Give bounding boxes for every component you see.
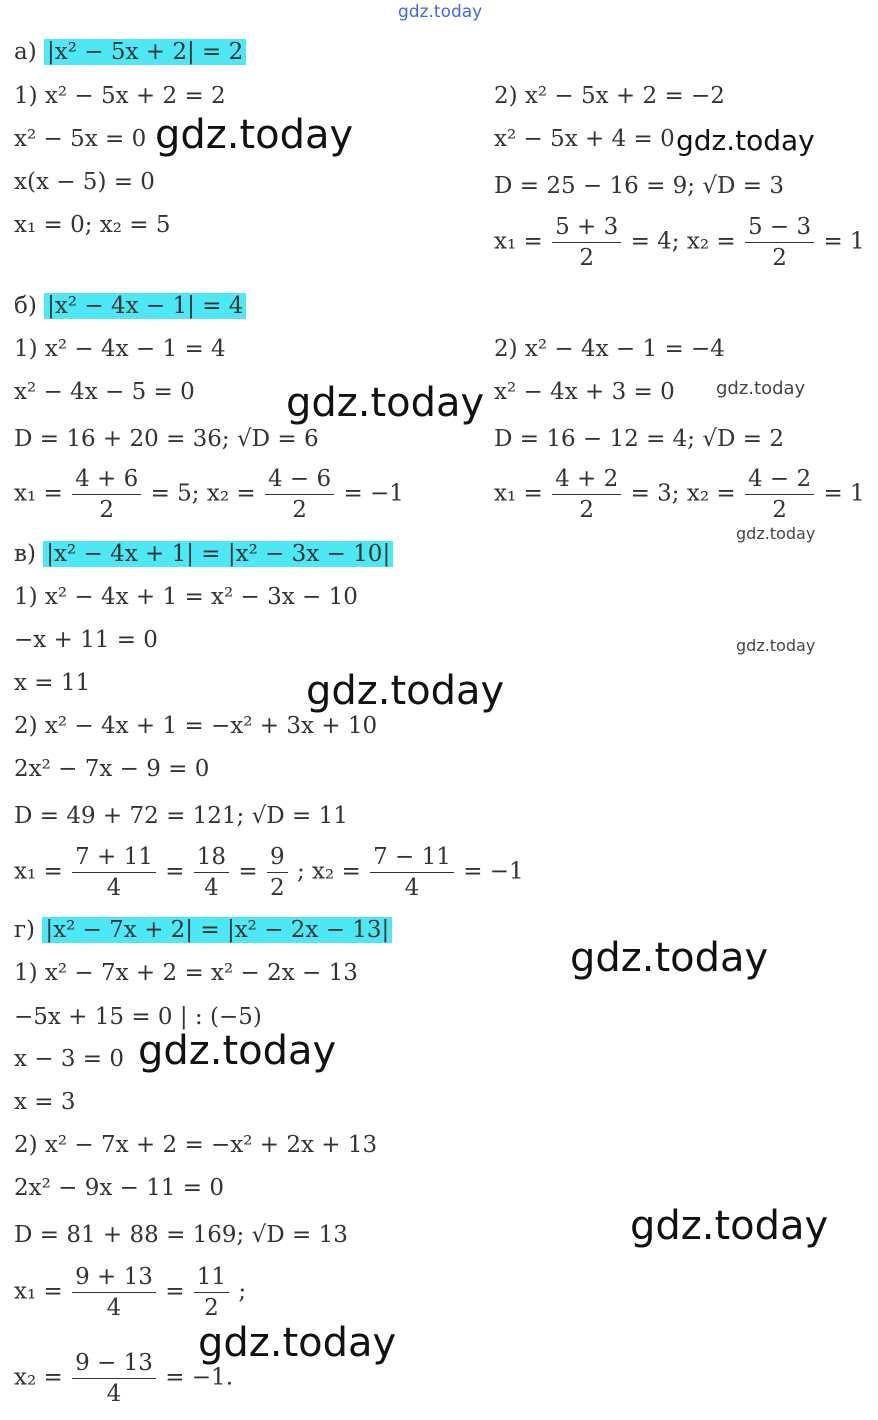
part-b-case2-line1: 2) x² − 4x − 1 = −4: [494, 336, 725, 362]
equals-sign: =: [238, 858, 258, 885]
part-v-line3: x = 11: [14, 670, 91, 696]
x1-label: x₁ =: [14, 858, 63, 885]
part-b-header: [14, 292, 246, 320]
fraction: [552, 212, 621, 273]
denominator: 4: [72, 1378, 156, 1409]
fraction: [265, 464, 334, 525]
part-a-equation: |x² − 5x + 2| = 2: [44, 39, 246, 65]
fraction: [72, 842, 156, 903]
part-v-line1: 1) x² − 4x + 1 = x² − 3x − 10: [14, 584, 358, 610]
part-g-line4: x = 3: [14, 1089, 76, 1115]
semicolon: ;: [238, 1278, 247, 1305]
part-v-line4: 2) x² − 4x + 1 = −x² + 3x + 10: [14, 713, 378, 739]
x2-result: = 1: [823, 228, 865, 255]
x1-label: x₁ =: [494, 480, 543, 507]
part-b-case1-roots: [14, 464, 404, 525]
watermark: gdz.today: [676, 124, 815, 157]
part-a-case1-line1: 1) x² − 5x + 2 = 2: [14, 83, 226, 109]
numerator: 4 + 6: [75, 466, 139, 492]
denominator: 4: [370, 872, 454, 903]
numerator: 9 − 13: [75, 1350, 153, 1376]
numerator: 5 − 3: [747, 214, 812, 240]
watermark: gdz.today: [630, 1203, 829, 1249]
equals-sign: =: [165, 1278, 185, 1305]
denominator: 2: [265, 494, 334, 525]
numerator: 11: [196, 1264, 227, 1290]
numerator: 4 − 6: [267, 466, 332, 492]
part-b-case1-line1: 1) x² − 4x − 1 = 4: [14, 336, 226, 362]
watermark: gdz.today: [198, 1320, 397, 1366]
denominator: 2: [267, 872, 288, 903]
x1-result: = 3; x₂ =: [630, 480, 736, 507]
denominator: 2: [72, 494, 141, 525]
watermark: gdz.today: [716, 378, 806, 399]
x2-result: = −1: [343, 480, 404, 507]
x1-label: x₁ =: [14, 480, 63, 507]
x2-label: ; x₂ =: [296, 858, 361, 885]
denominator: 2: [745, 494, 814, 525]
fraction: [72, 1348, 156, 1409]
part-a-header: [14, 38, 246, 66]
part-b-equation: |x² − 4x − 1| = 4: [44, 293, 246, 319]
x2-label: x₂ =: [14, 1364, 63, 1391]
fraction: [194, 1262, 229, 1323]
watermark: gdz.today: [736, 636, 816, 655]
part-v-roots: [14, 842, 524, 903]
numerator: 4 − 2: [747, 466, 812, 492]
part-g-line1: 1) x² − 7x + 2 = x² − 2x − 13: [14, 960, 358, 986]
numerator: 7 + 11: [75, 844, 153, 870]
part-a-case1-line2: x² − 5x = 0: [14, 126, 147, 152]
part-g-label: г): [14, 917, 36, 943]
numerator: 5 + 3: [555, 214, 619, 240]
part-g-x1: [14, 1262, 246, 1323]
watermark: gdz.today: [138, 1028, 337, 1074]
part-a-case1-line4: x₁ = 0; x₂ = 5: [14, 212, 171, 238]
watermark: gdz.today: [570, 935, 769, 981]
part-g-line7: D = 81 + 88 = 169; √D = 13: [14, 1222, 348, 1248]
fraction: [72, 1262, 156, 1323]
fraction: [370, 842, 454, 903]
denominator: 2: [194, 1292, 229, 1323]
part-v-label: в): [14, 541, 36, 567]
numerator: 4 + 2: [555, 466, 619, 492]
part-g-header: [14, 916, 392, 944]
part-g-line2: −5x + 15 = 0 | : (−5): [14, 1004, 262, 1030]
part-b-case2-line2: x² − 4x + 3 = 0: [494, 379, 675, 405]
part-v-header: [14, 540, 393, 568]
part-g-equation: |x² − 7x + 2| = |x² − 2x − 13|: [42, 917, 392, 943]
part-b-case1-line2: x² − 4x − 5 = 0: [14, 379, 195, 405]
fraction: [267, 842, 288, 903]
numerator: 9 + 13: [75, 1264, 153, 1290]
x2-result: = −1: [463, 858, 524, 885]
part-b-case1-line3: D = 16 + 20 = 36; √D = 6: [14, 426, 319, 452]
x2-result: = 1: [823, 480, 865, 507]
fraction: [194, 842, 229, 903]
fraction: [72, 464, 141, 525]
x1-result: = 4; x₂ =: [630, 228, 736, 255]
x1-result: = 5; x₂ =: [150, 480, 256, 507]
part-a-case2-line3: D = 25 − 16 = 9; √D = 3: [494, 173, 784, 199]
part-g-line5: 2) x² − 7x + 2 = −x² + 2x + 13: [14, 1132, 378, 1158]
denominator: 4: [194, 872, 229, 903]
fraction: [745, 212, 814, 273]
part-b-case2-line3: D = 16 − 12 = 4; √D = 2: [494, 426, 784, 452]
part-v-equation: |x² − 4x + 1| = |x² − 3x − 10|: [43, 541, 393, 567]
numerator: 9: [269, 844, 285, 870]
part-a-case2-line1: 2) x² − 5x + 2 = −2: [494, 83, 725, 109]
fraction: [745, 464, 814, 525]
denominator: 4: [72, 872, 156, 903]
part-a-case2-roots: [494, 212, 865, 273]
watermark: gdz.today: [155, 112, 354, 158]
denominator: 2: [745, 242, 814, 273]
denominator: 2: [552, 494, 621, 525]
part-g-line3: x − 3 = 0: [14, 1046, 125, 1072]
part-b-case2-roots: [494, 464, 865, 525]
watermark: gdz.today: [286, 380, 485, 426]
part-v-line2: −x + 11 = 0: [14, 627, 158, 653]
part-a-label: а): [14, 39, 37, 65]
numerator: 18: [196, 844, 227, 870]
x1-label: x₁ =: [494, 228, 543, 255]
denominator: 2: [552, 242, 621, 273]
part-v-line5: 2x² − 7x − 9 = 0: [14, 756, 210, 782]
watermark: gdz.today: [306, 668, 505, 714]
x2-result: = −1.: [165, 1364, 234, 1391]
watermark: gdz.today: [736, 524, 816, 543]
fraction: [552, 464, 621, 525]
part-b-label: б): [14, 293, 37, 319]
numerator: 7 − 11: [373, 844, 451, 870]
x1-label: x₁ =: [14, 1278, 63, 1305]
equals-sign: =: [165, 858, 185, 885]
part-v-line6: D = 49 + 72 = 121; √D = 11: [14, 803, 348, 829]
part-g-line6: 2x² − 9x − 11 = 0: [14, 1175, 225, 1201]
part-a-case1-line3: x(x − 5) = 0: [14, 169, 155, 195]
part-a-case2-line2: x² − 5x + 4 = 0: [494, 126, 675, 152]
denominator: 4: [72, 1292, 156, 1323]
watermark-top: gdz.today: [398, 2, 483, 22]
